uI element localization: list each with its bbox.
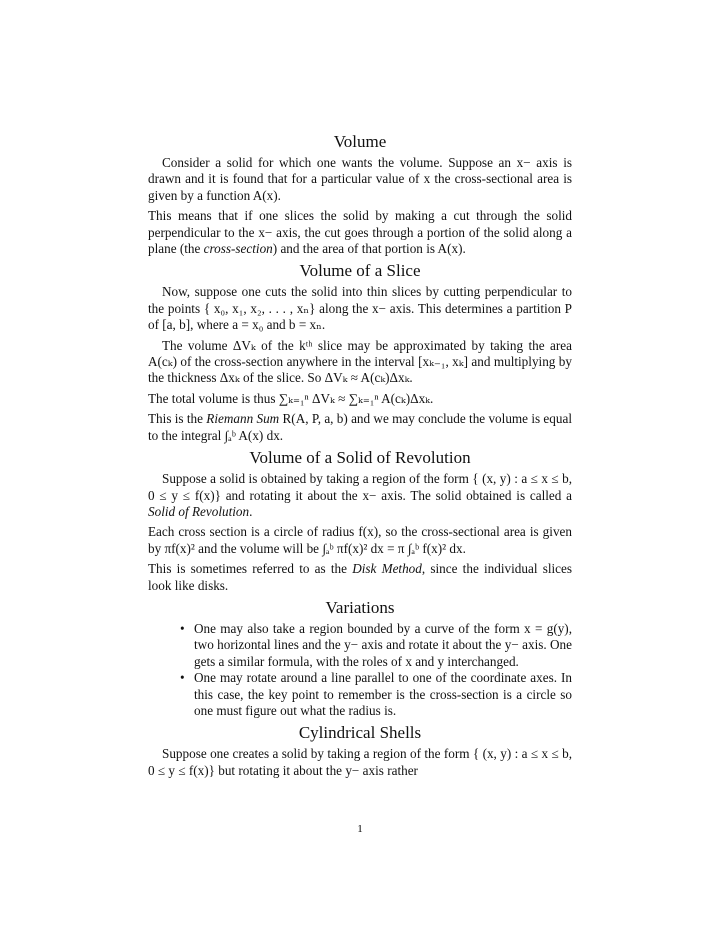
slice-paragraph-3: The total volume is thus ∑ₖ₌₁ⁿ ΔVₖ ≈ ∑ₖ₌₁ⁿ A(cₖ)Δxₖ. — [148, 390, 434, 406]
volume-paragraph-2: This means that if one slices the solid by making a cut through the solid perpendicular to the x− axis, the cut goes through a portion of the solid along a plane (the cross-section) and the area of that portion is A(x). — [148, 208, 572, 257]
section-title-revolution: Volume of a Solid of Revolution — [249, 448, 471, 468]
page-number: 1 — [357, 823, 363, 835]
revolution-paragraph-2: Each cross section is a circle of radius f(x), so the cross-sectional area is given by πf(x)² and the volume will be ∫ₐᵇ πf(x)² dx = π ∫ₐᵇ f(x)² dx. — [148, 524, 572, 556]
list-item: • One may rotate around a line parallel to one of the coordinate axes. In this case, the key point to remember is the cross-section is a circle so one must figure out what the radius is. — [194, 670, 572, 719]
section-title-variations: Variations — [325, 597, 395, 617]
section-title-volume: Volume — [333, 132, 387, 151]
slice-paragraph-4: This is the Riemann Sum R(A, P, a, b) and we may conclude the volume is equal to the integral ∫ₐᵇ A(x) dx. — [148, 411, 572, 443]
document-page — [148, 132, 572, 783]
variations-list — [148, 621, 572, 719]
slice-paragraph-1: Now, suppose one cuts the solid into thin slices by cutting perpendicular to the points { x₀, x₁, x₂, . . . , xₙ} along the x− axis. This determines a partition P of [a, b], where a = x₀ and b = xₙ. — [148, 284, 572, 333]
section-title-slice: Volume of a Slice — [299, 261, 421, 281]
section-title-shells: Cylindrical Shells — [298, 723, 422, 743]
list-item: • One may also take a region bounded by a curve of the form x = g(y), two horizontal lines and the y− axis and rotate it about the y− axis. One gets a similar formula, with the roles of x and y interchanged. — [194, 621, 572, 670]
shells-paragraph-1: Suppose one creates a solid by taking a region of the form { (x, y) : a ≤ x ≤ b, 0 ≤ y ≤ f(x)} but rotating it about the y− axis rather — [148, 746, 572, 778]
slice-paragraph-2: The volume ΔVₖ of the kᵗʰ slice may be approximated by taking the area A(cₖ) of the cross-section anywhere in the interval [xₖ₋₁, xₖ] and multiplying by the thickness Δxₖ of the slice. So ΔVₖ ≈ A(cₖ)Δxₖ. — [148, 337, 572, 386]
revolution-paragraph-1: Suppose a solid is obtained by taking a region of the form { (x, y) : a ≤ x ≤ b, 0 ≤ y ≤ f(x)} and rotating it about the x− axis. The solid obtained is called a Solid of Revolution. — [148, 471, 572, 519]
volume-paragraph-1: Consider a solid for which one wants the volume. Suppose an x− axis is drawn and it is found that for a particular value of x the cross-sectional area is given by a function A(x). — [148, 155, 572, 203]
revolution-paragraph-3: This is sometimes referred to as the Disk Method, since the individual slices look like disks. — [148, 561, 572, 593]
